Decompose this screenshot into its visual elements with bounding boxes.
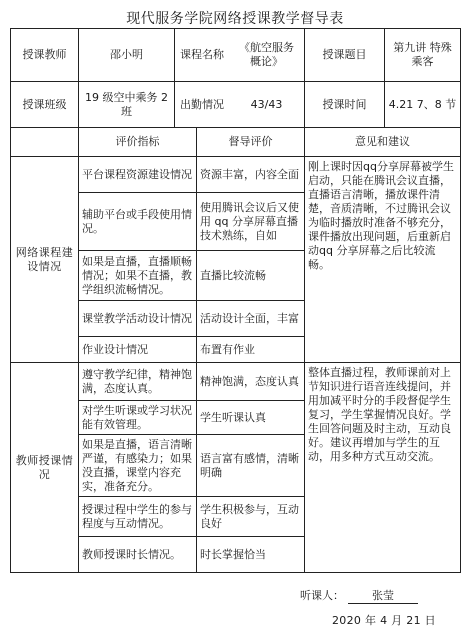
evaluation-cell: 直播比较流畅: [197, 251, 305, 301]
topic-label: 授课题目: [305, 29, 385, 82]
indicator-cell: 辅助平台或手段使用情况。: [79, 193, 197, 251]
evaluation-cell: 学生听课认真: [197, 401, 305, 435]
evaluation-cell: 语言富有感情，清晰明确: [197, 435, 305, 497]
column-evaluation: 督导评价: [197, 128, 305, 157]
opinion-cell: 刚上课时因qq分享屏幕被学生启动，只能在腾讯会议直播，直播语言清晰，播放课件清楚，音质清晰，不过腾讯会议为临时播放时准备不够充分，课件播放出现问题，后重新启动qq 分享屏幕之后比较流畅。: [305, 157, 461, 363]
section-label: 教师授课情况: [11, 363, 79, 573]
opinion-cell: 整体直播过程，教师课前对上节知识进行语音连线提问，并用加减平时分的手段督促学生复习，学生掌握情况良好。学生回答问题及时主动，互动良好。建议再增加与学生的互动，用多种方式互动交流。: [305, 363, 461, 573]
header-row-2: [11, 82, 461, 128]
indicator-cell: 如果是直播，直播顺畅情况；如果不直播，教学组织流畅情况。: [79, 251, 197, 301]
topic-value: 第九讲 特殊乘客: [385, 29, 461, 82]
column-opinion: 意见和建议: [305, 128, 461, 157]
time-value: 4.21 7、8 节: [385, 82, 461, 128]
evaluation-cell: 活动设计全面，丰富: [197, 301, 305, 337]
signature-date: 2020 年 4 月 21 日: [332, 614, 436, 627]
indicator-cell: 平台课程资源建设情况: [79, 157, 197, 193]
course-value: 《航空服务概论》: [239, 41, 294, 68]
indicator-cell: 课堂教学活动设计情况: [79, 301, 197, 337]
header-row-1: [11, 29, 461, 82]
listener-name: 张莹: [348, 587, 418, 604]
time-label: 授课时间: [305, 82, 385, 128]
listener-label: 听课人：: [300, 589, 344, 602]
teacher-label: 授课教师: [11, 29, 79, 82]
document-title: 现代服务学院网络授课教学督导表: [126, 11, 344, 27]
evaluation-cell: 学生积极参与，互动良好: [197, 497, 305, 537]
indicator-cell: 教师授课时长情况。: [79, 537, 197, 573]
supervision-table: [10, 28, 461, 573]
evaluation-cell: 使用腾讯会议后又使用 qq 分享屏幕直播技术熟练，自如: [197, 193, 305, 251]
column-header-row: [11, 128, 461, 157]
indicator-cell: 作业设计情况: [79, 337, 197, 363]
table-row: [11, 363, 461, 401]
indicator-cell: 对学生听课或学习状况能有效管理。: [79, 401, 197, 435]
indicator-cell: 如果是直播，语言清晰严谨，有感染力；如果没直播，课堂内容充实，准备充分。: [79, 435, 197, 497]
column-indicator: 评价指标: [79, 128, 197, 157]
indicator-cell: 遵守教学纪律，精神饱满，态度认真。: [79, 363, 197, 401]
attendance-value: 43/43: [250, 97, 283, 111]
evaluation-cell: 布置有作业: [197, 337, 305, 363]
evaluation-cell: 时长掌握恰当: [197, 537, 305, 573]
attendance-label: 出勤情况: [180, 97, 224, 111]
table-row: [11, 157, 461, 193]
evaluation-cell: 精神饱满，态度认真: [197, 363, 305, 401]
listener-line: [300, 587, 418, 604]
teacher-value: 邵小明: [79, 29, 175, 82]
class-label: 授课班级: [11, 82, 79, 128]
class-value: 19 级空中乘务 2 班: [79, 82, 175, 128]
evaluation-cell: 资源丰富，内容全面: [197, 157, 305, 193]
indicator-cell: 授课过程中学生的参与程度与互动情况。: [79, 497, 197, 537]
section-label: 网络课程建设情况: [11, 157, 79, 363]
course-label: 课程名称: [180, 48, 224, 61]
